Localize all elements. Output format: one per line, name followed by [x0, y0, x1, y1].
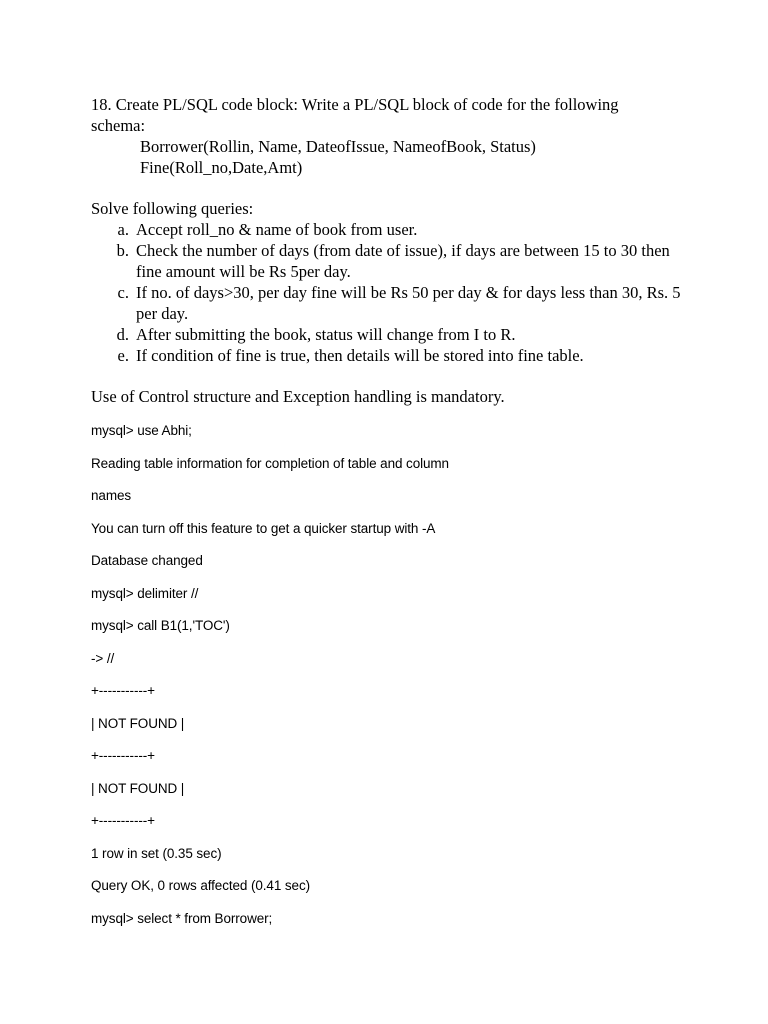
- console-line: | NOT FOUND |: [91, 780, 185, 796]
- list-item: [91, 219, 691, 240]
- console-line: mysql> use Abhi;: [91, 423, 192, 438]
- console-line: Query OK, 0 rows affected (0.41 sec): [91, 878, 310, 893]
- list-item: [91, 345, 691, 366]
- console-line: mysql> delimiter //: [91, 585, 199, 601]
- console-line: Reading table information for completion of table and column: [91, 455, 449, 471]
- list-marker: a.: [117, 220, 129, 239]
- console-line: +-----------+: [91, 748, 155, 763]
- question-heading-continued: schema:: [91, 116, 146, 135]
- console-line: | NOT FOUND |: [91, 715, 185, 731]
- list-item: [91, 324, 691, 345]
- list-item-text: If condition of fine is true, then details will be stored into fine table.: [136, 346, 584, 365]
- console-line: +-----------+: [91, 683, 155, 698]
- console-line: names: [91, 488, 132, 503]
- list-item: [91, 282, 691, 324]
- console-line: 1 row in set (0.35 sec): [91, 845, 222, 861]
- schema-fine: Fine(Roll_no,Date,Amt): [140, 158, 303, 177]
- list-item-text: If no. of days>30, per day fine will be Rs 50 per day & for days less than 30, Rs. 5 per day.: [136, 283, 681, 323]
- mandatory-note: Use of Control structure and Exception handling is mandatory.: [91, 387, 505, 406]
- question-heading: 18. Create PL/SQL code block: Write a PL/SQL block of code for the following: [91, 95, 619, 114]
- console-line: mysql> call B1(1,'TOC'): [91, 618, 230, 633]
- console-output: [91, 422, 449, 942]
- list-marker: b.: [116, 241, 129, 260]
- console-line: -> //: [91, 650, 115, 666]
- schema-borrower: Borrower(Rollin, Name, DateofIssue, NameofBook, Status): [140, 137, 536, 156]
- query-list: [91, 219, 691, 366]
- list-marker: d.: [116, 325, 129, 344]
- console-line: mysql> select * from Borrower;: [91, 910, 273, 926]
- list-item-text: Accept roll_no & name of book from user.: [136, 220, 418, 239]
- console-line: Database changed: [91, 553, 203, 568]
- list-marker: c.: [117, 283, 129, 302]
- list-item-text: After submitting the book, status will change from I to R.: [136, 325, 516, 344]
- solve-intro: Solve following queries:: [91, 199, 254, 218]
- console-line: You can turn off this feature to get a quicker startup with -A: [91, 520, 436, 536]
- list-marker: e.: [117, 346, 129, 365]
- list-item: [91, 240, 691, 282]
- console-line: +-----------+: [91, 813, 155, 828]
- list-item-text: Check the number of days (from date of issue), if days are between 15 to 30 then fine amount will be Rs 5per day.: [136, 241, 670, 281]
